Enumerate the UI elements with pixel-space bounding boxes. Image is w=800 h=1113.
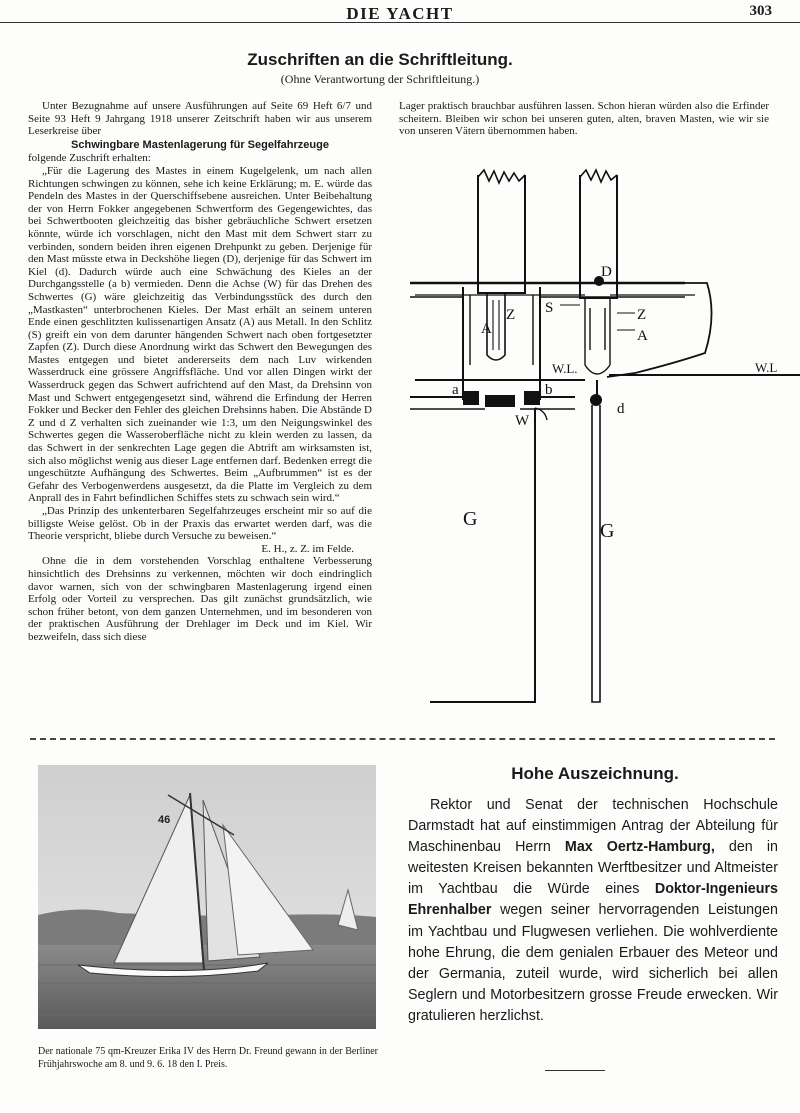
yacht-photo [38,765,376,1029]
leader-lines [560,305,635,330]
article-right-column [399,100,769,138]
label-waterline: W.L. [552,361,578,376]
right-mast-break-line [580,170,617,182]
label-W: W [515,413,530,429]
left-mast-box-inner [470,295,533,365]
article-intro: Unter Bezugnahme auf unsere Ausführungen auf Seite 69 Heft 6/7 und Seite 93 Heft 9 Jahrgang 1918 unserer Zeitschrift haben wir aus unserem Leserkreise über [28,100,372,138]
award-text-1: Rektor und Senat der technischen Hochschule Darmstadt hat auf einstimmigen Antrag der Abteilung für Maschinenbau Herrn [408,797,778,856]
section-divider [30,738,775,740]
article-left-column [28,100,372,644]
letter-paragraph-2: „Das Prinzip des unkenterbaren Segelfahrzeuges erscheint mir so auf die billigste Weise gelöst. Ob in der Praxis das erwartet werden darf, was die Theorie verspricht, bliebe durch Versuche zu beweisen.“ [28,505,372,543]
article-title: Zuschriften an die Schriftleitung. [247,50,513,69]
left-fitting-slot [493,300,499,350]
label-d: d [617,401,625,417]
pivot-d [590,394,602,406]
left-mast-box-walls [463,287,540,400]
photo-caption: Der nationale 75 qm-Kreuzer Erika IV des Herrn Dr. Freund gewann in der Berliner Frühjahrswoche am 8. und 9. 6. 18 den I. Preis. [38,1046,378,1070]
hatched-block-b [524,391,540,405]
award-text-4: Wir gratulieren herzlichst. [408,986,778,1024]
award-text-2: den in weitesten Kreisen bekannten Werftbesitzer und Altmeister im Yachtbau die Würde eines [408,839,778,898]
left-centreboard-G [430,408,535,702]
label-Z-right: Z [637,307,647,323]
label-Z: Z [506,307,516,323]
article-intro-end: folgende Zuschrift erhalten: [28,152,151,165]
award-title: Hohe Auszeichnung. [511,764,679,783]
editor-response-continuation: Lager praktisch brauchbar ausführen lassen. Schon hieran würden also die Erfinder scheitern. Bleiben wir schon bei unseren guten, alten, braven Masten, wie wir sie von unseren Vätern übernommen haben. [399,100,769,138]
sail-number: 46 [158,814,171,826]
letter-signature: E. H., z. Z. im Felde. [261,542,354,555]
hatched-block-W [485,395,515,407]
running-title: DIE YACHT [346,4,454,23]
letter-paragraph-1: „Für die Lagerung des Mastes in einem Kugelgelenk, um nach allen Richtungen schwingen zu können, sehe ich keine Erklärung; m. E. würde das Pendeln des Mastes in der Querschiffsebene ausreichen. Unter Beibehaltung der von Herrn Fokker angegebenen Schwertform des Gegengewichtes, das bei Schwertbooten gleichzeitig das bisher gebräuchliche Schwert ersetzen könnte, würde ich vorschlagen, nicht den Mast mit dem Schwert starr zu verbinden, sondern beiden ihren eigenen Drehpunkt zu geben. Derjenige für den Mast müsste etwa in Deckshöhe liegen (D), derjenige für das Schwert im Kiel (d). Dadurch würde auch eine Schwächung des Kieles an der Durchgangsstelle (a b) vermieden. Denn die Achse (W) für das Drehen des Schwertes (G) wäre gleichzeitig das Verbindungsstück des durch den „Mastkasten“ unterbrochenen Kieles. Der Mast erhält an seinem unteren Ende einen geschlitzten kulissenartigen Ansatz (A) aus Metall. In den Schlitz (S) greift ein von dem darunter hängenden Schwert nach oben fortgesetzter Zapfen (Z). Durch diese Anordnung wirkt das Schwert den Bewegungen des Mastes entgegen und bietet andererseits dem nach Luv wirkenden Wasserdruck eine grössere Angriffsfläche. Und vor allen Dingen wirkt der Wasserdruck gegen das Schwert aufrichtend auf den Mast, da Drehsinn von Mast und Schwert entgegengesetzt sind, während die Erfindung der Herren Fokker und Becker den Fehler des gleichen Drehsinns haben. Die Abstände D Z und d Z verhalten sich zueinander wie 1:3, um den Neigungswinkel des Schwertes gegen die Wasseroberfläche nicht zu klein werden zu lassen, da das Schwert in der senkrechten Lage gegen die Abtrift am wirksamsten ist, sich also möglichst wenig aus dieser Lage entfernen darf. Bedenken erregt die ungeschützte Aufhängung des Schwertes. Beim „Aufbrummen“ ist es der Gefahr des Verbogenwerdens ausgesetzt, da die Platte im Vergleich zu dem Anprall des in Fahrt befindlichen Schiffes stets zu schwach sein wird.“ [28,164,372,505]
label-S: S [545,300,554,316]
left-mast-outline [478,175,525,293]
award-recipient-name: Max Oertz-Hamburg, [564,839,715,856]
label-D: D [601,264,612,280]
right-fitting-A [585,298,610,365]
article-sub-heading: Schwingbare Mastenlagerung für Segelfahrzeuge [71,138,329,151]
mast-bearing-diagram [395,165,800,710]
label-b: b [545,382,553,398]
label-G-left: G [463,508,478,530]
award-body [408,795,778,1027]
award-text-3: wegen seiner hervorragenden Leistungen im Yachtbau und Flugwesen verliehen. Die wohlverdiente hohe Ehrung, die dem genialen Erbauer des Meteor und der Germania, zuteil wurde, wird sicherlich bei allen Seglern und Motorbesitzern grosse Freude erwecken. [408,902,778,1003]
award-degree: Doktor-Ingenieurs Ehrenhalber [408,881,778,919]
page-number: 303 [749,3,772,19]
article-subtitle: (Ohne Verantwortung der Schriftleitung.) [280,72,480,86]
end-rule [545,1070,605,1071]
label-A-right: A [637,328,648,344]
right-centreboard-G [592,405,600,702]
label-G-right: G [600,520,615,542]
award-paragraph [408,795,778,1027]
label-a: a [452,382,459,398]
label-A: A [481,321,492,337]
label-waterline-right: W.L [755,360,778,375]
editor-response: Ohne die in dem vorstehenden Vorschlag enthaltene Verbesserung hinsichtlich des Drehsinns zu verkennen, möchten wir doch eindringlich davor warnen, sich von der schwingbaren Mastenlagerung irgend einen Erfolg oder Vorteil zu versprechen. Das gilt zunächst grundsätzlich, wie schon früher betont, von dem ganzen Unternehmen, und im besonderen von der praktischen Ausführung der Drehlager im Deck und im Kiel. Wir bezweifeln, dass sich diese [28,555,372,643]
left-mast-break-line [478,170,525,183]
hatched-block-a [463,391,479,405]
right-fitting-base [585,365,610,374]
